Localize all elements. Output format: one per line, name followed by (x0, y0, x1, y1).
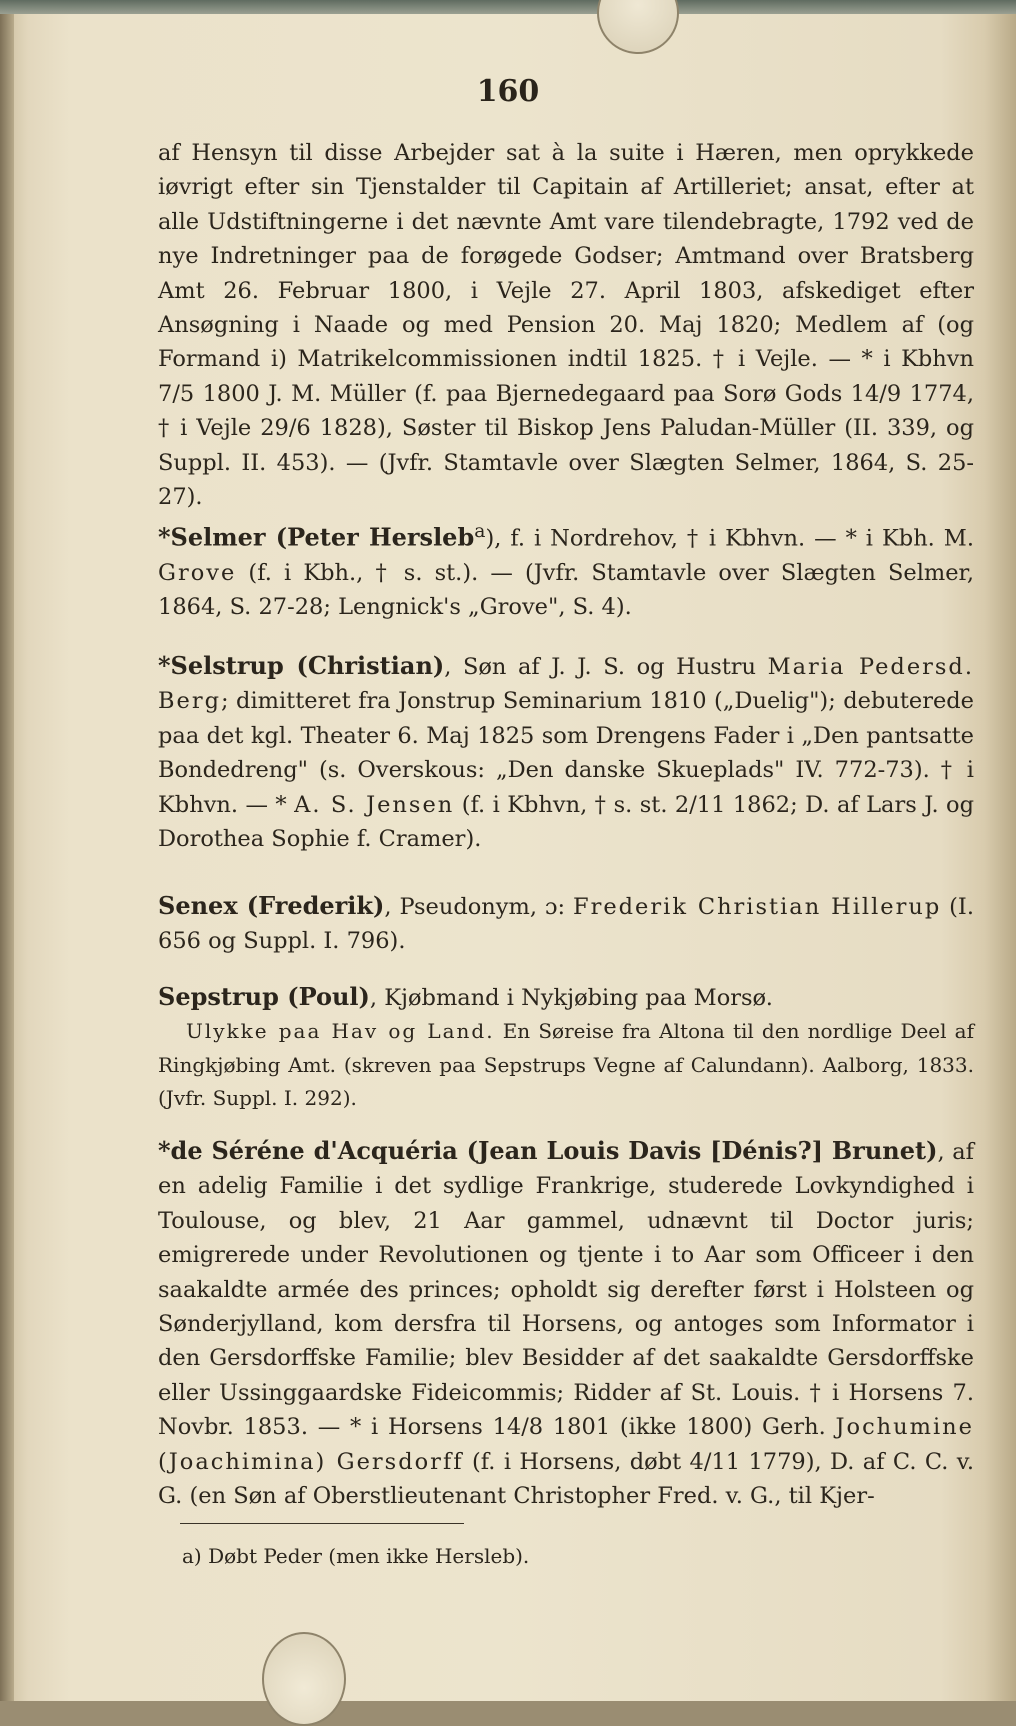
spaced-name: Maria Pedersd. Berg (158, 654, 974, 715)
spaced-name: Frederik Christian Hillerup (572, 894, 942, 920)
entry-text: ; dimitteret fra Jonstrup Seminarium 1810 („Duelig"); debuterede paa det kgl. Theater 6. Maj 1825 som Drengens Fader i „Den pantsatte Bondedreng" (s. Overskous: „Den danske Skueplads" IV. 772-73). † i Kbhvn. — * (158, 688, 974, 818)
entry-senex (158, 889, 974, 959)
entry-text: (f. i Kbh., † s. st.). — (Jvfr. Stamtavle over Slægten Selmer, 1864, S. 27-28; Lengnick's „Grove", S. 4). (158, 559, 974, 621)
footnote: a) Døbt Peder (men ikke Hersleb). (182, 1544, 530, 1568)
serene-paragraph (158, 1134, 974, 1513)
entry-headword: *Selmer (Peter Hersleb (158, 522, 475, 552)
entry-selstrup (158, 649, 974, 856)
entry-headword: *de Séréne d'Acquéria (Jean Louis Davis [Dénis?] Brunet) (158, 1136, 938, 1165)
sepstrup-work (158, 1015, 974, 1116)
page-top-edge (0, 0, 1016, 14)
book-spine (0, 0, 14, 1701)
entry-text: (f. i Kbhvn, † s. st. 2/11 1862; D. af Lars J. og Dorothea Sophie f. Cramer). (158, 791, 974, 853)
footnote-marker: a (474, 521, 486, 542)
work-text: En Søreise fra Altona til den nordlige Deel af Ringkjøbing Amt. (skreven paa Sepstrups Vegne af Calundann). Aalborg, 1833. (Jvfr. Suppl. I. 292). (158, 1019, 975, 1111)
entry-headword: Sepstrup (Poul) (158, 982, 370, 1011)
sepstrup-paragraph (158, 980, 974, 1015)
selstrup-paragraph (158, 649, 974, 856)
entry-text: , Pseudonym, ɔ: (384, 894, 573, 920)
work-title: Ulykke paa Hav og Land. (186, 1019, 495, 1044)
entry-text: ), f. i Nordrehov, † i Kbhvn. — * i Kbh. M. (485, 525, 975, 552)
selmer-paragraph (158, 515, 974, 625)
continuation-paragraph: af Hensyn til disse Arbejder sat à la suite i Hæren, men oprykkede iøvrigt efter sin Tjenstalder til Capitain af Artilleriet; ansat, efter at alle Udstiftningerne i det nævnte Amt vare tilendebragte, 1792 ved de nye Indretninger paa de forøgede Godser; Amtmand over Bratsberg Amt 26. Februar 1800, i Vejle 27. April 1803, afskediget efter Ansøgning i Naade og med Pension 20. Maj 1820; Medlem af (og Formand i) Matrikelcommissionen indtil 1825. † i Vejle. — * i Kbhvn 7/5 1800 J. M. Müller (f. paa Bjernedegaard paa Sorø Gods 14/9 1774, † i Vejle 29/6 1828), Søster til Biskop Jens Paludan-Müller (II. 339, og Suppl. II. 453). — (Jvfr. Stamtavle over Slægten Selmer, 1864, S. 25-27). (158, 140, 974, 511)
spaced-name: Jochumine (Joachimina) Gersdorff (158, 1414, 974, 1475)
footnote-rule (180, 1523, 464, 1524)
senex-paragraph (158, 889, 974, 959)
paper-hole-bottom (262, 1632, 346, 1726)
entry-text: (f. i Horsens, døbt 4/11 1779), D. af C. C. v. G. (en Søn af Oberstlieutenant Christopher Fred. v. G., til Kjer- (158, 1448, 974, 1510)
spaced-name: Grove (158, 559, 237, 586)
entry-sepstrup (158, 980, 974, 1116)
entry-text: , Søn af J. J. S. og Hustru (444, 654, 768, 680)
page-number: 160 (476, 74, 540, 109)
entry-selmer (158, 515, 974, 625)
entry-headword: *Selstrup (Christian) (158, 651, 445, 680)
spaced-name: A. S. Jensen (294, 791, 455, 818)
entry-headword: Senex (Frederik) (158, 891, 385, 920)
entry-serene (158, 1134, 974, 1513)
entry-text: (I. 656 og Suppl. I. 796). (158, 894, 974, 955)
entry-text: , af en adelig Familie i det sydlige Frankrige, studerede Lovkyndighed i Toulouse, og blev, 21 Aar gammel, udnævnt til Doctor juris; emigrerede under Revolutionen og tjente i to Aar som Officeer i den saakaldte armée des princes; opholdt sig derefter først i Holsteen og Sønderjylland, kom dersfra til Horsens, og antoges som Informator i den Gersdorffske Familie; blev Besidder af det saakaldte Gersdorffske eller Ussinggaardske Fideicommis; Ridder af St. Louis. † i Horsens 7. Novbr. 1853. — * i Horsens 14/8 1801 (ikke 1800) Gerh. (158, 1139, 974, 1441)
entry-text: , Kjøbmand i Nykjøbing paa Morsø. (369, 985, 773, 1011)
paper-hole-top (597, 0, 679, 54)
entry-continuation (158, 136, 974, 514)
